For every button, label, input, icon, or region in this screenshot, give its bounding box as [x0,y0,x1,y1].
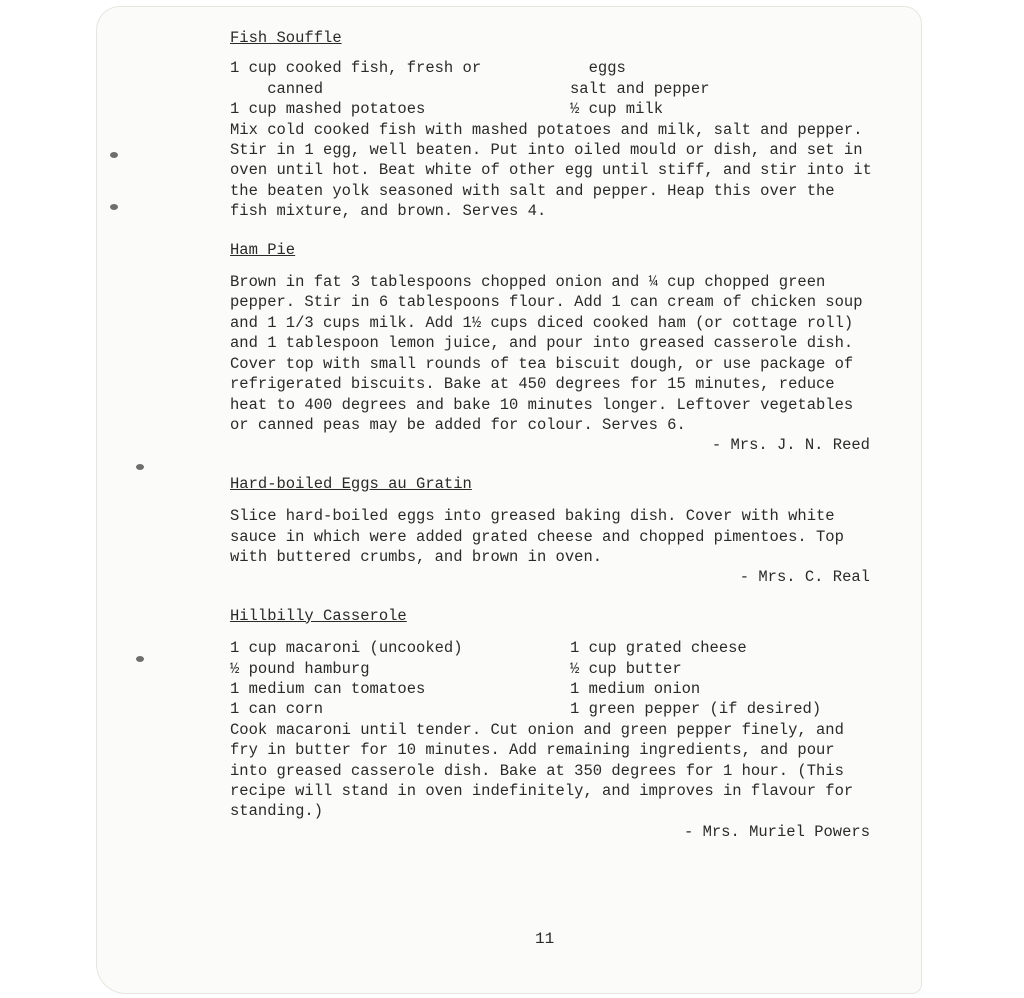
ingredient: eggs [570,59,626,78]
ingredient-row [230,699,880,719]
ingredient: 1 green pepper (if desired) [570,700,822,719]
ingredient-row [230,79,880,99]
ingredient: 1 medium can tomatoes [230,679,426,698]
punch-hole-mark [136,464,144,470]
punch-hole-mark [110,152,118,158]
ingredient: 1 cup mashed potatoes [230,100,426,119]
page-number: 11 [535,930,555,948]
ingredient-row [230,638,880,658]
recipe-attribution: - Mrs. J. N. Reed [711,436,870,455]
ingredient-row [230,99,880,119]
recipe-title: Hillbilly Casserole [230,606,407,625]
ingredient-row [230,679,880,699]
ingredient-list [230,638,880,720]
recipe-hillbilly-casserole [230,606,880,842]
ingredient: 1 can corn [230,700,324,719]
ingredient-row [230,659,880,679]
recipe-instructions: Mix cold cooked fish with mashed potatoes and milk, salt and pepper. Stir in 1 egg, well beaten. Put into oiled mould or dish, and set in oven until hot. Beat white of other egg until stiff, and stir into it the beaten yolk seasoned with salt and pepper. Heap this over the fish mixture, and brown. Serves 4. [230,120,872,221]
recipe-title: Fish Souffle [230,29,342,47]
punch-hole-mark [110,204,118,210]
ingredient-row [230,58,880,78]
recipe-hard-boiled-eggs [230,474,880,588]
ingredient: ½ pound hamburg [230,659,370,678]
recipe-attribution: - Mrs. Muriel Powers [683,822,870,841]
recipe-instructions: Brown in fat 3 tablespoons chopped onion and ¼ cup chopped green pepper. Stir in 6 tablespoons flour. Add 1 can cream of chicken soup and 1 1/3 cups milk. Add 1½ cups diced cooked ham (or cottage roll) and 1 tablespoon lemon juice, and pour into greased casserole dish. Cover top with small rounds of tea biscuit dough, or use package of refrigerated biscuits. Bake at 450 degrees for 15 minutes, reduce heat to 400 degrees and bake 10 minutes longer. Leftover vegetables or canned peas may be added for colour. Serves 6. [230,273,863,434]
ingredient: 1 cup macaroni (uncooked) [230,639,463,658]
ingredient: ½ cup butter [570,659,682,678]
recipe-fish-souffle [230,28,880,222]
recipe-title: Ham Pie [230,240,296,259]
ingredient: salt and pepper [570,79,710,98]
recipe-ham-pie [230,240,880,456]
recipe-title: Hard-boiled Eggs au Gratin [230,474,472,493]
punch-hole-mark [136,656,144,662]
ingredient: ½ cup milk [570,100,664,119]
ingredient-list [230,58,880,119]
ingredient: 1 cup grated cheese [570,639,747,658]
ingredient: 1 medium onion [570,679,701,698]
recipe-content [230,28,880,842]
ingredient: canned [230,79,324,98]
recipe-instructions: Cook macaroni until tender. Cut onion and green pepper finely, and fry in butter for 10 minutes. Add remaining ingredients, and pour into greased casserole dish. Bake at 350 degrees for 1 hour. (This recipe will stand in oven indefinitely, and improves in flavour for standing.) [230,720,854,821]
recipe-instructions: Slice hard-boiled eggs into greased baking dish. Cover with white sauce in which were added grated cheese and chopped pimentoes. Top with buttered crumbs, and brown in oven. [230,507,844,566]
ingredient: 1 cup cooked fish, fresh or [230,59,482,78]
recipe-attribution: - Mrs. C. Real [739,568,870,587]
